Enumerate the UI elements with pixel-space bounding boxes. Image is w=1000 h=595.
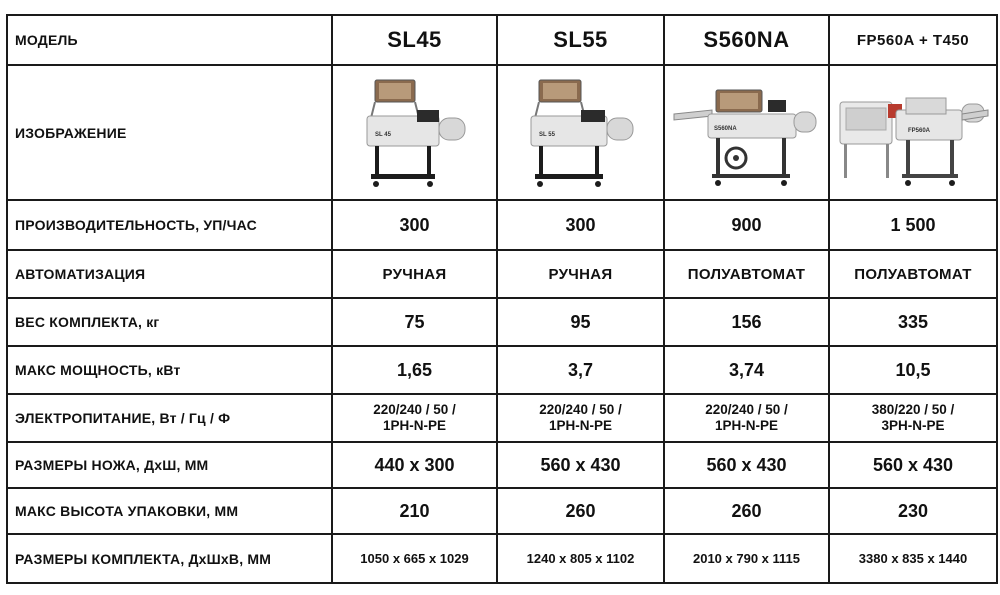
automation-s560na: ПОЛУАВТОМАТ: [664, 250, 829, 298]
table-row-model: [7, 15, 997, 65]
electric-s560na-line2: 1PH-N-PE: [714, 418, 778, 433]
electric-fp560a-t450-line1: 380/220 / 50 /: [871, 402, 955, 417]
table-row-knife: [7, 442, 997, 488]
electric-sl55: [497, 394, 664, 442]
svg-text:SL 45: SL 45: [374, 131, 391, 138]
weight-sl45: 75: [332, 298, 497, 346]
productivity-fp560a-t450: 1 500: [829, 200, 997, 250]
productivity-sl55: 300: [497, 200, 664, 250]
row-label-productivity: ПРОИЗВОДИТЕЛЬНОСТЬ, УП/ЧАС: [7, 200, 332, 250]
knife-fp560a-t450: 560 x 430: [829, 442, 997, 488]
electric-fp560a-t450-line2: 3PH-N-PE: [881, 418, 945, 433]
row-label-dimensions: РАЗМЕРЫ КОМПЛЕКТА, ДхШхВ, ММ: [7, 534, 332, 583]
table-row-height: [7, 488, 997, 534]
height-s560na: 260: [664, 488, 829, 534]
row-label-automation: АВТОМАТИЗАЦИЯ: [7, 250, 332, 298]
electric-sl45-line2: 1PH-N-PE: [382, 418, 446, 433]
model-name-fp560a-t450: FP560A + T450: [829, 15, 997, 65]
svg-text:S560NA: S560NA: [713, 125, 737, 132]
power-fp560a-t450: 10,5: [829, 346, 997, 394]
table-row-image: [7, 65, 997, 200]
electric-sl55-line1: 220/240 / 50 /: [539, 402, 622, 417]
svg-text:SL 55: SL 55: [538, 131, 555, 138]
shrink-machine-s560na-image: [672, 74, 822, 192]
electric-fp560a-t450: [829, 394, 997, 442]
power-sl45: 1,65: [332, 346, 497, 394]
knife-sl55: 560 x 430: [497, 442, 664, 488]
knife-sl45: 440 x 300: [332, 442, 497, 488]
shrink-machine-sl55-image: [521, 74, 641, 192]
automation-sl55: РУЧНАЯ: [497, 250, 664, 298]
shrink-machine-sl45-image: [355, 74, 475, 192]
shrink-machine-fp560a-t450-image: [836, 74, 991, 192]
automation-fp560a-t450: ПОЛУАВТОМАТ: [829, 250, 997, 298]
power-s560na: 3,74: [664, 346, 829, 394]
model-name-sl55: SL55: [497, 15, 664, 65]
row-label-knife: РАЗМЕРЫ НОЖА, ДхШ, ММ: [7, 442, 332, 488]
electric-sl45: [332, 394, 497, 442]
dimensions-s560na: 2010 x 790 x 1115: [664, 534, 829, 583]
table-row-productivity: [7, 200, 997, 250]
electric-sl45-line1: 220/240 / 50 /: [373, 402, 456, 417]
table-row-weight: [7, 298, 997, 346]
image-cell-sl45: [332, 65, 497, 200]
svg-text:FP560A: FP560A: [907, 127, 930, 134]
productivity-s560na: 900: [664, 200, 829, 250]
row-label-weight: ВЕС КОМПЛЕКТА, кг: [7, 298, 332, 346]
image-cell-sl55: [497, 65, 664, 200]
model-name-sl45: SL45: [332, 15, 497, 65]
electric-s560na: [664, 394, 829, 442]
table-row-power: [7, 346, 997, 394]
row-label-power: МАКС МОЩНОСТЬ, кВт: [7, 346, 332, 394]
height-sl45: 210: [332, 488, 497, 534]
automation-sl45: РУЧНАЯ: [332, 250, 497, 298]
row-label-height: МАКС ВЫСОТА УПАКОВКИ, ММ: [7, 488, 332, 534]
electric-s560na-line1: 220/240 / 50 /: [705, 402, 788, 417]
model-header-label: МОДЕЛЬ: [7, 15, 332, 65]
model-name-s560na: S560NA: [664, 15, 829, 65]
table-row-automation: [7, 250, 997, 298]
weight-s560na: 156: [664, 298, 829, 346]
spec-table: [6, 14, 998, 584]
image-row-label: ИЗОБРАЖЕНИЕ: [7, 65, 332, 200]
height-sl55: 260: [497, 488, 664, 534]
weight-fp560a-t450: 335: [829, 298, 997, 346]
image-cell-fp560a-t450: [829, 65, 997, 200]
dimensions-sl55: 1240 x 805 x 1102: [497, 534, 664, 583]
electric-sl55-line2: 1PH-N-PE: [548, 418, 612, 433]
knife-s560na: 560 x 430: [664, 442, 829, 488]
productivity-sl45: 300: [332, 200, 497, 250]
row-label-electric: ЭЛЕКТРОПИТАНИЕ, Вт / Гц / Ф: [7, 394, 332, 442]
dimensions-sl45: 1050 x 665 x 1029: [332, 534, 497, 583]
image-cell-s560na: [664, 65, 829, 200]
table-row-electric: [7, 394, 997, 442]
height-fp560a-t450: 230: [829, 488, 997, 534]
power-sl55: 3,7: [497, 346, 664, 394]
dimensions-fp560a-t450: 3380 x 835 x 1440: [829, 534, 997, 583]
table-row-dimensions: [7, 534, 997, 583]
weight-sl55: 95: [497, 298, 664, 346]
